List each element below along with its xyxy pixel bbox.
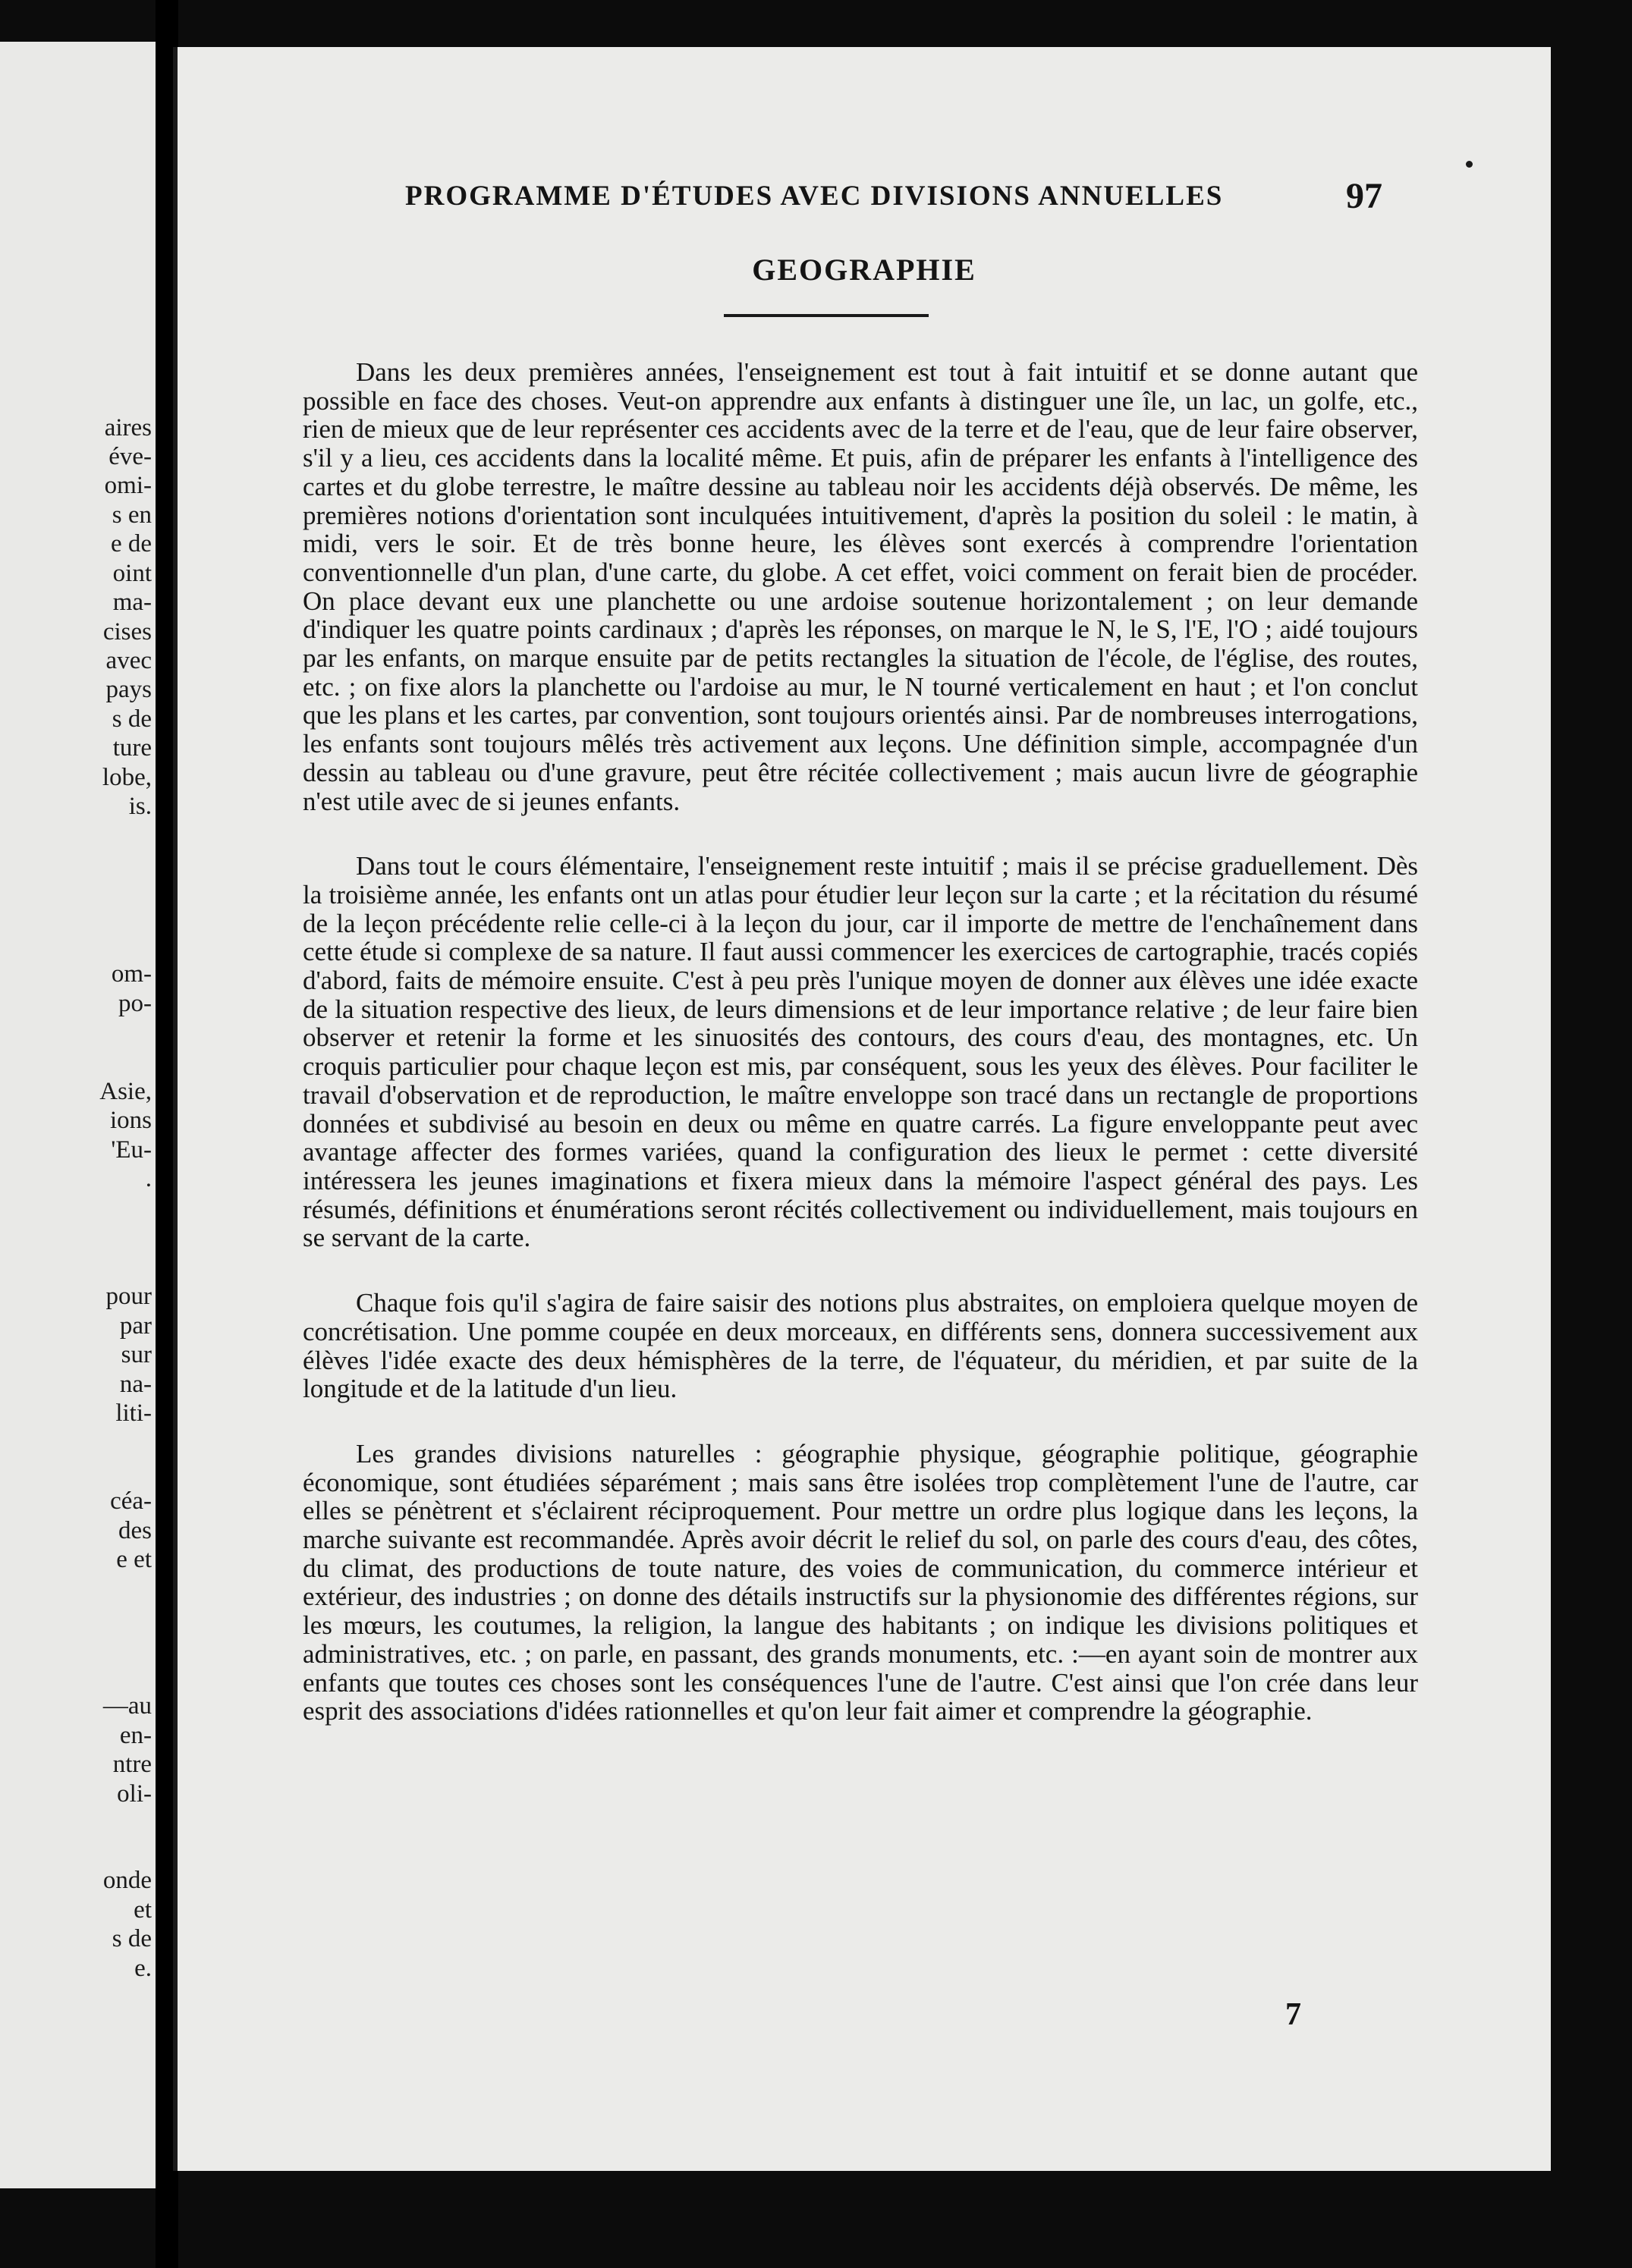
previous-page-fragment: oli- (117, 1780, 152, 1808)
previous-page-fragment: na- (119, 1371, 152, 1398)
previous-page-fragment: cises (102, 618, 152, 646)
previous-page-fragment: lobe, (102, 764, 152, 791)
previous-page-fragment: 'Eu- (111, 1136, 152, 1164)
previous-page-fragment: e de (110, 530, 152, 558)
previous-page-fragment: en- (119, 1722, 152, 1749)
previous-page-fragment: pour (105, 1283, 152, 1310)
previous-page-fragment: e et (116, 1546, 152, 1573)
paragraph: Dans les deux premières années, l'enseignement est tout à fait intuitif et se donne autant que possible en face des choses. Veut-on apprendre aux enfants à distinguer une île, un lac, un golfe, etc., rien de mieux que de leur représenter ces accidents avec de la terre et de l'eau, que de leur faire observer, s'il y a lieu, ces accidents dans la localité même. Et puis, afin de préparer les enfants à l'intelligence des cartes et du globe terrestre, le maître dessine au tableau noir les accidents déjà observés. De même, les premières notions d'orientation sont inculquées intuitivement, d'après la position du soleil : le matin, à midi, vers le soir. Et de très bonne heure, les élèves sont exercés à comprendre l'orientation conventionnelle d'un plan, d'une carte, du globe. A cet effet, voici comment on ferait bien de procéder. On place devant eux une planchette ou une ardoise soutenue horizontalement ; on leur demande d'indiquer les quatre points cardinaux ; d'après les réponses, on marque le N, le S, l'E, l'O ; aidé toujours par les enfants, on marque ensuite par de petits rectangles la situation de l'école, de l'église, des routes, etc. ; on fixe alors la planchette ou l'ardoise au mur, le N tourné verticalement en haut ; et l'on conclut que les plans et les cartes, par convention, sont toujours orientés ainsi. Par de nombreuses interrogations, les enfants sont toujours mêlés très activement aux leçons. Une définition simple, accompagnée d'un dessin au tableau ou d'une gravure, peut être récitée collectivement ; mais aucun livre de géographie n'est utile avec de si jeunes enfants. (303, 357, 1418, 816)
previous-page-fragment: aires (104, 414, 152, 441)
previous-page-fragment: éve- (108, 443, 152, 470)
previous-page-fragment: po- (118, 990, 152, 1017)
page-number: 97 (1346, 176, 1382, 216)
previous-page-fragment: des (118, 1517, 152, 1544)
previous-page-fragment: oint (112, 560, 152, 587)
previous-page-fragment: s de (112, 705, 152, 733)
running-head (178, 176, 1551, 218)
page (173, 47, 1551, 2171)
previous-page-fragment: ntre (112, 1751, 152, 1778)
paragraph: Chaque fois qu'il s'agira de faire saisir des notions plus abstraites, on emploiera quelque moyen de concrétisation. Une pomme coupée en deux morceaux, en différents sens, donnera successivement aux élèves l'idée exacte des deux hémisphères de la terre, de l'équateur, du méridien, et par suite de la longitude et de la latitude d'un lieu. (303, 1288, 1418, 1404)
previous-page-fragment: par (119, 1312, 152, 1340)
previous-page-fragment: sur (121, 1341, 152, 1368)
previous-page-fragment: ma- (112, 589, 152, 616)
previous-page-fragment: pays (105, 676, 152, 703)
previous-page-fragment: céa- (110, 1487, 152, 1515)
previous-page-fragment: ture (112, 734, 152, 762)
previous-page-fragment: omi- (104, 472, 152, 499)
previous-page-fragment: is. (128, 793, 152, 820)
signature-mark: 7 (1285, 1997, 1301, 2032)
ink-speck (1466, 161, 1473, 168)
previous-page-fragment: liti- (115, 1399, 152, 1427)
previous-page-fragment: s en (112, 501, 152, 529)
title-rule (724, 314, 929, 317)
previous-page-fragment: e. (134, 1955, 152, 1982)
paragraph: Dans tout le cours élémentaire, l'enseignement reste intuitif ; mais il se précise graduellement. Dès la troisième année, les enfants ont un atlas pour étudier leur leçon sur la carte ; et la récitation du résumé de la leçon précédente relie celle-ci à la leçon du jour, car il importe de mettre de l'enchaînement dans cette étude si complexe de sa nature. Il faut aussi commencer les exercices de cartographie, tracés copiés d'abord, faits de mémoire ensuite. C'est à peu près l'unique moyen de donner aux élèves une idée exacte de la situation respective des lieux, de leurs dimensions et de leur importance relative ; de leur faire bien observer et retenir la forme et les sinuosités des contours, des cours d'eau, des montagnes, etc. Un croquis particulier pour chaque leçon est mis, par conséquent, sous les yeux des élèves. Pour faciliter le travail d'observation et de reproduction, le maître enveloppe son tracé dans un rectangle de proportions données et subdivisé au besoin en deux ou même en quatre carrés. La figure enveloppante peut avec avantage affecter des formes variées, quand la configuration des lieux le permet : cette diversité intéressera les jeunes imaginations et fixera mieux dans la mémoire l'aspect général des pays. Les résumés, définitions et énumérations seront récités collectivement ou individuellement, mais toujours en se servant de la carte. (303, 851, 1418, 1253)
previous-page-fragment: onde (102, 1867, 152, 1894)
previous-page-fragment: . (145, 1165, 152, 1192)
previous-page-fragment: ions (109, 1107, 152, 1134)
section-title: GEOGRAPHIE (752, 253, 976, 287)
running-title: PROGRAMME D'ÉTUDES AVEC DIVISIONS ANNUELLES (405, 181, 1224, 212)
previous-page-fragment: Asie, (99, 1078, 152, 1105)
previous-page-fragment: —au (102, 1692, 152, 1720)
previous-page-fragment: avec (105, 647, 152, 674)
paragraph: Les grandes divisions naturelles : géographie physique, géographie politique, géographie économique, sont étudiées séparément ; mais sans être isolées trop complètement l'une de l'autre, car elles se pénètrent et s'éclairent réciproquement. Pour mettre un ordre plus logique dans les leçons, la marche suivante est recommandée. Après avoir décrit le relief du sol, on parle des cours d'eau, des côtes, du climat, des productions de toute nature, des voies de communication, du commerce intérieur et extérieur, des industries ; on donne des détails instructifs sur la physionomie des différentes régions, sur les mœurs, les coutumes, la religion, la langue des habitants ; on indique les divisions politiques et administratives, etc. ; on parle, en passant, des grands monuments, etc. :—en ayant soin de montrer aux enfants que toutes ces choses sont les conséquences l'une de l'autre. C'est ainsi que l'on crée dans leur esprit des associations d'idées rationnelles et qu'on leur fait aimer et comprendre la géographie. (303, 1438, 1418, 1726)
previous-page-fragment: s de (112, 1925, 152, 1952)
previous-page-fragment: om- (111, 960, 152, 988)
previous-page-fragment: et (134, 1896, 152, 1924)
body-text (303, 358, 1418, 1762)
previous-page-edge (0, 42, 156, 2188)
